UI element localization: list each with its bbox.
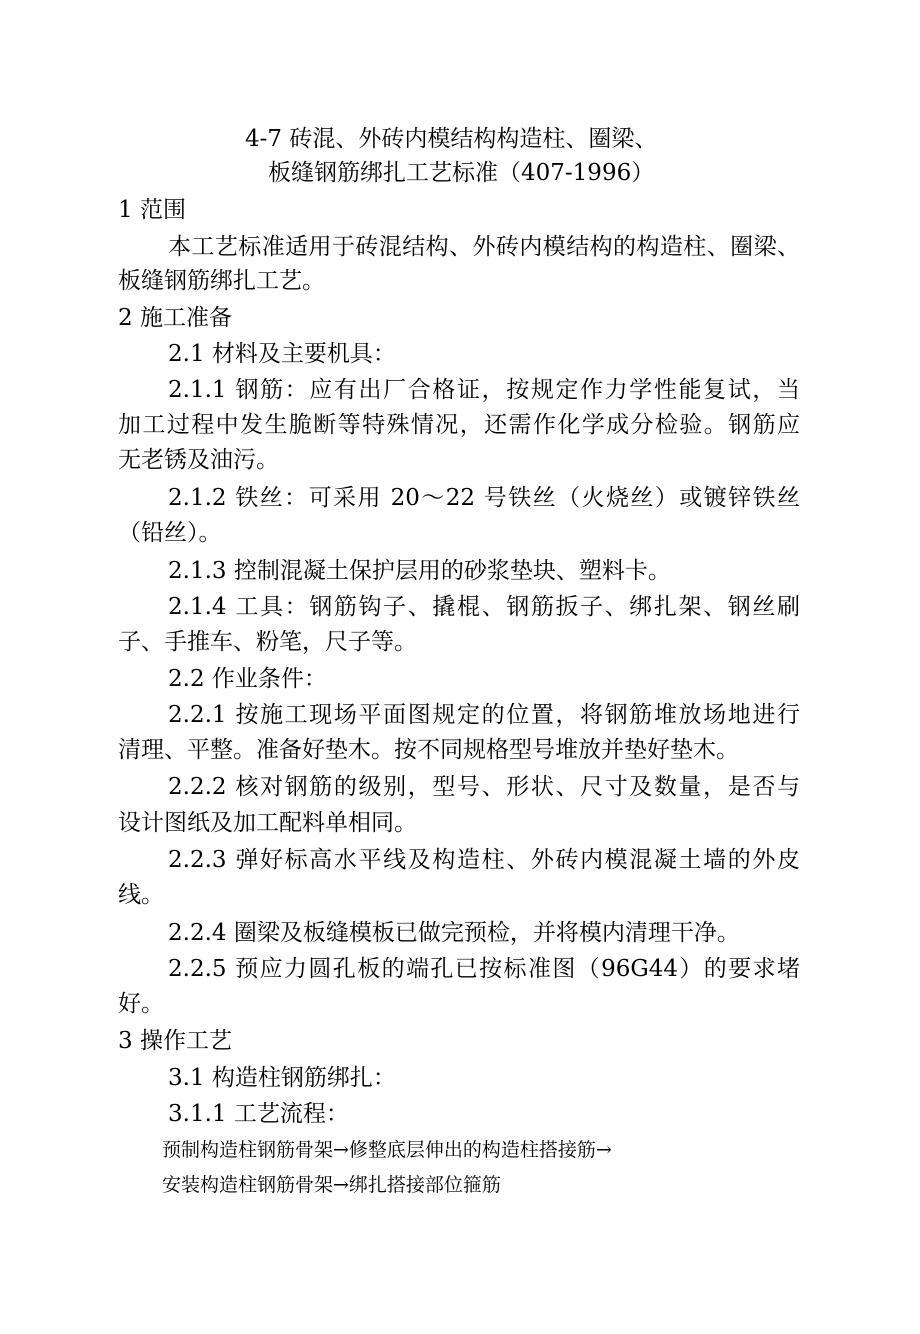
paragraph-line: 2.1.3 控制混凝土保护层用的砂浆垫块、塑料卡。	[168, 558, 671, 584]
section-2-heading: 2 施工准备	[118, 305, 232, 331]
subsection-3-1-1: 3.1.1 工艺流程：	[168, 1101, 349, 1127]
section-1-heading: 1 范围	[118, 197, 186, 223]
paragraph-line: 2.1.1 钢筋：应有出厂合格证，按规定作力学性能复试，当	[168, 377, 800, 403]
paragraph-line: 2.1.4 工具：钢筋钩子、撬棍、钢筋扳子、绑扎架、钢丝刷	[168, 594, 800, 620]
flow-line-2: 安装构造柱钢筋骨架→绑扎搭接部位箍筋	[162, 1174, 501, 1196]
paragraph-line: （铅丝）。	[118, 520, 222, 546]
subsection-2-1: 2.1 材料及主要机具：	[168, 341, 396, 367]
paragraph-line: 2.2.1 按施工现场平面图规定的位置，将钢筋堆放场地进行	[168, 702, 800, 728]
paragraph-line: 2.1.2 铁丝：可采用 20～22 号铁丝（火烧丝）或镀锌铁丝	[168, 485, 800, 511]
paragraph-line: 清理、平整。准备好垫木。按不同规格型号堆放并垫好垫木。	[118, 737, 739, 763]
title-line-1: 4-7 砖混、外砖内模结构构造柱、圈梁、	[245, 126, 658, 152]
flow-line-1: 预制构造柱钢筋骨架→修整底层伸出的构造柱搭接筋→	[162, 1139, 612, 1161]
paragraph-line: 2.2.3 弹好标高水平线及构造柱、外砖内模混凝土墙的外皮	[168, 847, 800, 873]
paragraph-line: 设计图纸及加工配料单相同。	[118, 810, 417, 836]
paragraph-line: 2.2.4 圈梁及板缝模板已做完预检，并将模内清理干净。	[168, 920, 740, 946]
paragraph-line: 好。	[118, 991, 164, 1017]
paragraph-line: 本工艺标准适用于砖混结构、外砖内模结构的构造柱、圈梁、	[168, 234, 800, 260]
title-line-2: 板缝钢筋绑扎工艺标准（407-1996）	[268, 160, 655, 186]
paragraph-line: 无老锈及油污。	[118, 447, 279, 473]
paragraph-line: 加工过程中发生脆断等特殊情况，还需作化学成分检验。钢筋应	[118, 412, 800, 438]
paragraph-line: 线。	[118, 882, 164, 908]
paragraph-line: 2.2.5 预应力圆孔板的端孔已按标准图（96G44）的要求堵	[168, 956, 800, 982]
subsection-2-2: 2.2 作业条件：	[168, 666, 327, 692]
paragraph-line: 板缝钢筋绑扎工艺。	[118, 268, 325, 294]
paragraph-line: 子、手推车、粉笔，尺子等。	[118, 629, 417, 655]
paragraph-line: 2.2.2 核对钢筋的级别，型号、形状、尺寸及数量，是否与	[168, 774, 800, 800]
subsection-3-1: 3.1 构造柱钢筋绑扎：	[168, 1065, 396, 1091]
section-3-heading: 3 操作工艺	[118, 1028, 232, 1054]
